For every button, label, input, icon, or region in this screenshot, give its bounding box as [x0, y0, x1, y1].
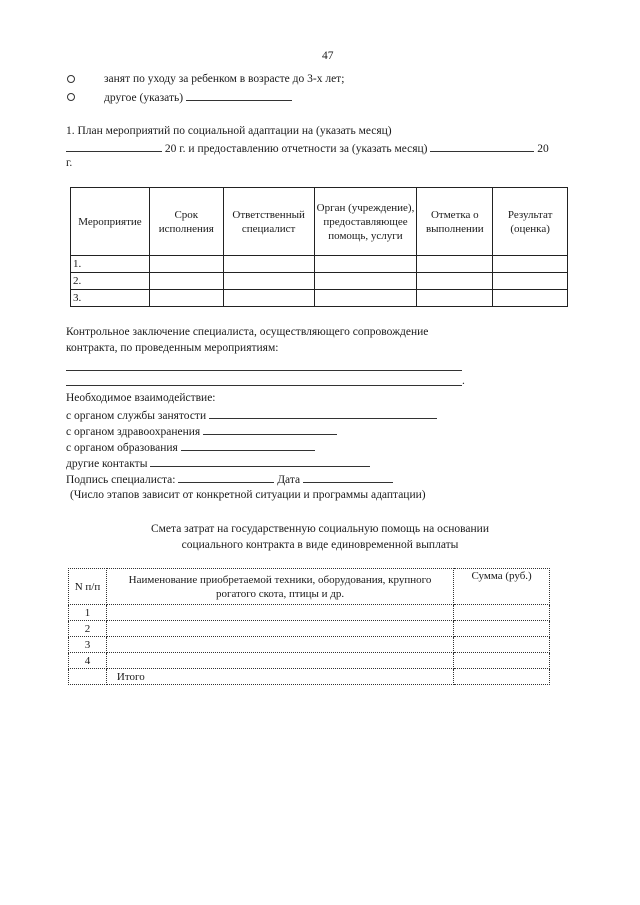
plan-line-3: г. — [66, 157, 73, 169]
radio-circle-icon — [67, 93, 75, 101]
table-cell — [106, 621, 453, 637]
row-number: 3 — [69, 637, 107, 653]
table-cell — [223, 256, 314, 273]
table-cell — [417, 256, 493, 273]
option-childcare: занят по уходу за ребенком в возрасте до 3-х лет; — [104, 73, 345, 85]
table-row — [71, 290, 568, 307]
plan-line-2 — [66, 141, 549, 156]
date-label: Дата — [277, 474, 301, 486]
row-number: 4 — [69, 653, 107, 669]
table-cell — [454, 669, 550, 685]
activity-plan-table — [70, 187, 568, 307]
table-cell — [106, 605, 453, 621]
table-row — [71, 256, 568, 273]
health-blank — [203, 424, 337, 435]
option-other — [104, 90, 292, 105]
table-cell — [223, 290, 314, 307]
header-completion-mark: Отметка о выполнении — [417, 188, 493, 256]
header-sum: Сумма (руб.) — [454, 569, 550, 605]
header-activity: Мероприятие — [71, 188, 150, 256]
row-number: 1 — [69, 605, 107, 621]
signature-label: Подпись специалиста: — [66, 474, 176, 486]
table-header-row — [69, 569, 550, 605]
table-cell — [314, 290, 417, 307]
total-label: Итого — [106, 669, 453, 685]
row-number: 1. — [71, 256, 150, 273]
table-cell — [106, 637, 453, 653]
table-cell — [223, 273, 314, 290]
interaction-other — [66, 456, 370, 471]
table-cell — [417, 273, 493, 290]
table-header-row — [71, 188, 568, 256]
health-label: с органом здравоохранения — [66, 426, 201, 438]
conclusion-blank-2 — [66, 385, 462, 386]
header-item-name: Наименование приобретаемой техники, оборудования, крупного рогатого скота, птицы и др. — [106, 569, 453, 605]
report-month-blank — [430, 141, 534, 152]
header-number: N п/п — [69, 569, 107, 605]
plan-month-blank — [66, 141, 162, 152]
option-other-label: другое (указать) — [104, 92, 184, 104]
table-cell — [149, 256, 223, 273]
page-number: 47 — [322, 50, 334, 62]
signature-blank — [178, 472, 274, 483]
table-cell — [417, 290, 493, 307]
signature-line — [66, 472, 393, 487]
conclusion-period: . — [462, 375, 465, 387]
header-result: Результат (оценка) — [493, 188, 568, 256]
table-cell — [314, 256, 417, 273]
other-contacts-label: другие контакты — [66, 458, 148, 470]
education-label: с органом образования — [66, 442, 178, 454]
stages-note: (Число этапов зависит от конкретной ситуации и программы адаптации) — [70, 489, 426, 501]
option-other-blank — [186, 90, 292, 101]
interaction-title: Необходимое взаимодействие: — [66, 392, 216, 404]
table-row — [71, 273, 568, 290]
table-cell — [493, 290, 568, 307]
date-blank — [303, 472, 393, 483]
plan-line-1: 1. План мероприятий по социальной адаптации на (указать месяц) — [66, 125, 392, 137]
radio-circle-icon — [67, 75, 75, 83]
table-cell — [314, 273, 417, 290]
header-deadline: Срок исполнения — [149, 188, 223, 256]
table-cell — [493, 256, 568, 273]
table-cell — [149, 273, 223, 290]
table-row — [69, 637, 550, 653]
plan-line-2-year: 20 — [537, 143, 549, 155]
table-row — [69, 621, 550, 637]
table-cell — [454, 605, 550, 621]
estimate-title-2: социального контракта в виде единовременной выплаты — [181, 539, 459, 551]
table-cell — [69, 669, 107, 685]
row-number: 2. — [71, 273, 150, 290]
estimate-table — [68, 568, 550, 685]
interaction-health — [66, 424, 337, 439]
table-row — [69, 605, 550, 621]
education-blank — [181, 440, 315, 451]
interaction-education — [66, 440, 315, 455]
conclusion-blank-1 — [66, 370, 462, 371]
conclusion-line-2: контракта, по проведенным мероприятиям: — [66, 342, 279, 354]
table-row — [69, 653, 550, 669]
plan-line-2-text: 20 г. и предоставлению отчетности за (указать месяц) — [164, 143, 428, 155]
employment-blank — [209, 408, 437, 419]
table-cell — [454, 637, 550, 653]
table-cell — [454, 653, 550, 669]
header-organization: Орган (учреждение), предоставляющее помощь, услуги — [314, 188, 417, 256]
row-number: 2 — [69, 621, 107, 637]
table-cell — [493, 273, 568, 290]
total-row — [69, 669, 550, 685]
interaction-employment — [66, 408, 437, 423]
row-number: 3. — [71, 290, 150, 307]
other-contacts-blank — [150, 456, 370, 467]
table-cell — [106, 653, 453, 669]
estimate-title-1: Смета затрат на государственную социальную помощь на основании — [150, 523, 489, 535]
employment-label: с органом службы занятости — [66, 410, 207, 422]
table-cell — [149, 290, 223, 307]
conclusion-line-1: Контрольное заключение специалиста, осуществляющего сопровождение — [66, 326, 429, 338]
header-responsible: Ответственный специалист — [223, 188, 314, 256]
table-cell — [454, 621, 550, 637]
